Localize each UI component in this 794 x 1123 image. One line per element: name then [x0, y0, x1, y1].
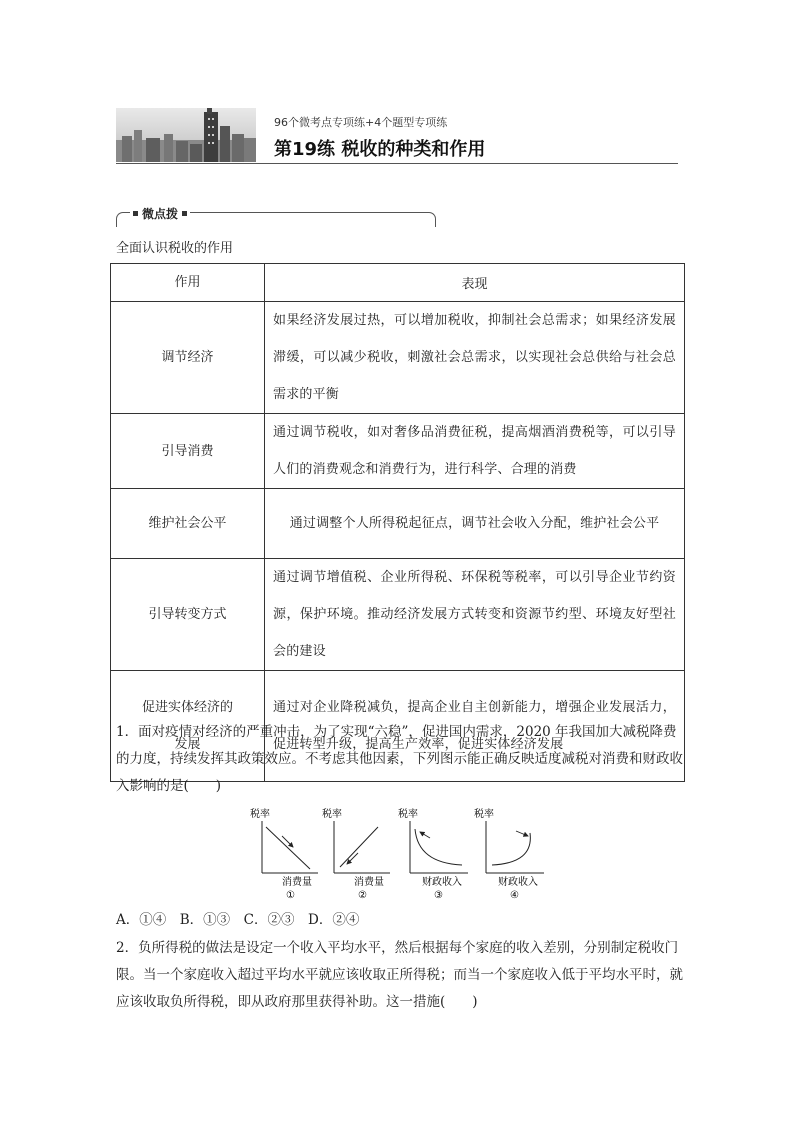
table-cell-desc: 通过调节增值税、企业所得税、环保税等税率，可以引导企业节约资源，保护环境。推动经济发展方式转变和资源节约型、环境友好型社会的建设	[265, 559, 685, 671]
header-subtitle: 96个微考点专项练+4个题型专项练	[274, 116, 448, 129]
table-cell-role: 调节经济	[111, 302, 265, 414]
header-banner-image	[116, 108, 256, 162]
arrow-icon	[516, 831, 528, 836]
table-cell-role: 引导消费	[111, 414, 265, 489]
table-cell-role: 促进实体经济的发展	[111, 671, 265, 782]
square-bullet-icon	[182, 211, 187, 216]
graph-2	[322, 807, 390, 901]
graph-ylabel: 税率	[398, 809, 418, 820]
table-cell-desc: 通过调节税收，如对奢侈品消费征税，提高烟酒消费税等，可以引导人们的消费观念和消费行为，进行科学、合理的消费	[265, 414, 685, 489]
graph-curve	[415, 829, 462, 865]
graph-number: ①	[286, 890, 295, 901]
table-row	[111, 489, 685, 559]
graph-curve	[492, 833, 530, 865]
graph-4	[474, 807, 544, 901]
table-cell-role: 维护社会公平	[111, 489, 265, 559]
page-title: 第19练 税收的种类和作用	[274, 139, 486, 160]
question-1-options: A．①④ B．①③ C．②③ D．②④	[116, 912, 360, 928]
arrow-icon	[282, 836, 293, 847]
graph-ylabel: 税率	[322, 809, 342, 820]
table-cell-desc: 通过对企业降税减负，提高企业自主创新能力，增强企业发展活力，促进转型升级，提高生产效率，促进实体经济发展	[265, 671, 685, 782]
arrow-icon	[420, 832, 430, 838]
graph-curve	[340, 827, 378, 867]
graph-3	[398, 807, 468, 901]
table-header-row	[111, 264, 685, 302]
graph-1	[250, 807, 318, 901]
table-header-cell: 作用	[111, 264, 265, 302]
table-cell-desc: 如果经济发展过热，可以增加税收，抑制社会总需求；如果经济发展滞缓，可以减少税收，刺激社会总需求，以实现社会总供给与社会总需求的平衡	[265, 302, 685, 414]
graph-ylabel: 税率	[250, 809, 270, 820]
question-1-graphs	[248, 805, 548, 905]
graph-xlabel: 财政收入	[422, 877, 462, 888]
table-row	[111, 302, 685, 414]
tip-label	[130, 205, 190, 222]
graph-xlabel: 消费量	[354, 877, 384, 888]
graph-ylabel: 税率	[474, 809, 494, 820]
table-row	[111, 559, 685, 671]
question-1-text: 1．面对疫情对经济的严重冲击，为了实现“六稳”，促进国内需求，2020 年我国加大减税降费的力度，持续发挥其政策效应。不考虑其他因素，下列图示能正确反映适度减税对消费和财政收入影响的是( )	[116, 724, 683, 794]
graph-number: ③	[434, 890, 443, 901]
graph-curve	[266, 827, 310, 869]
graph-number: ④	[510, 890, 519, 901]
tip-label-text: 微点拨	[142, 207, 179, 221]
graph-number: ②	[358, 890, 367, 901]
graph-xlabel: 消费量	[282, 877, 312, 888]
tax-effects-table	[110, 263, 685, 782]
square-bullet-icon	[133, 211, 138, 216]
section-heading: 全面认识税收的作用	[116, 241, 234, 256]
header-divider	[116, 163, 678, 164]
table-cell-role: 引导转变方式	[111, 559, 265, 671]
table-header-cell: 表现	[265, 264, 685, 302]
table-row	[111, 414, 685, 489]
question-2-text: 2．负所得税的做法是设定一个收入平均水平，然后根据每个家庭的收入差别，分别制定税收门限。当一个家庭收入超过平均水平就应该收取正所得税；而当一个家庭收入低于平均水平时，就应该收取负所得税，即从政府那里获得补助。这一措施( )	[116, 940, 683, 1010]
graph-xlabel: 财政收入	[498, 877, 538, 888]
table-cell-desc: 通过调整个人所得税起征点，调节社会收入分配，维护社会公平	[265, 489, 685, 559]
